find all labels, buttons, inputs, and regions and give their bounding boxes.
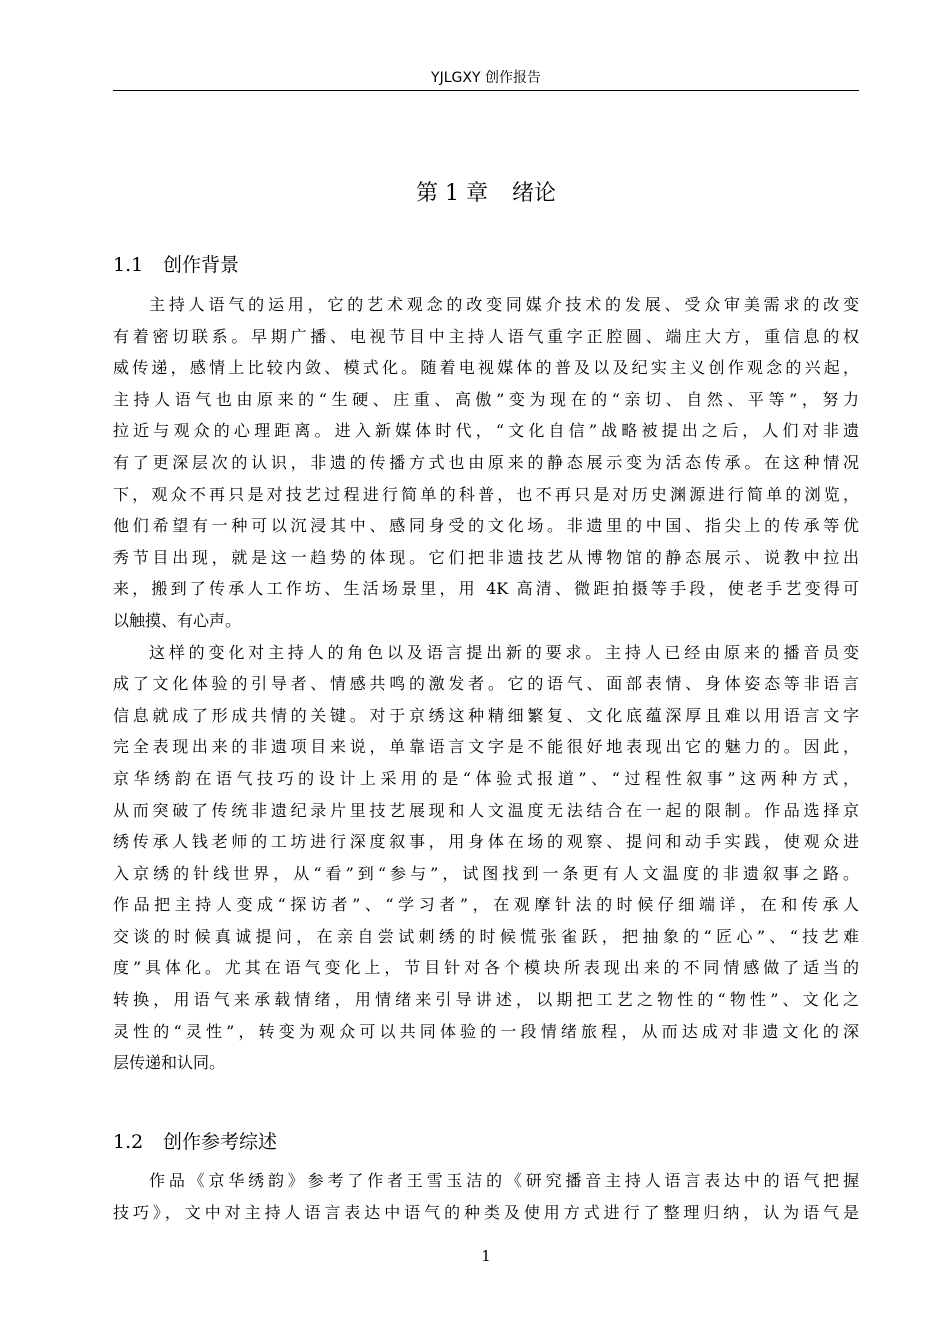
text-line: 层传递和认同。 (113, 1053, 226, 1073)
section-heading-1-1 (113, 251, 859, 279)
text-line: 成了文化体验的引导者、情感共鸣的激发者。它的语气、面部表情、身体姿态等非语言 (113, 674, 859, 694)
text-line: 以触摸、有心声。 (113, 610, 242, 630)
text-line: 有着密切联系。早期广播、电视节目中主持人语气重字正腔圆、端庄大方，重信息的权 (113, 326, 859, 346)
text-line: 技巧》，文中对主持人语言表达中语气的种类及使用方式进行了整理归纳，认为语气是 (113, 1202, 859, 1222)
chapter-number: 第 1 章 (416, 181, 488, 206)
section-1-1-body (113, 289, 859, 1079)
text-line: 来，搬到了传承人工作坊、生活场景里，用 4K 高清、微距拍摄等手段，使老手艺变得可 (113, 579, 859, 599)
text-line: 京华绣韵在语气技巧的设计上采用的是“体验式报道”、“过程性叙事”这两种方式， (113, 768, 859, 788)
section-heading-1-2 (113, 1128, 859, 1156)
text-line: 完全表现出来的非遗项目来说，单靠语言文字是不能很好地表现出它的魅力的。因此， (113, 737, 859, 757)
text-line: 信息就成了形成共情的关键。对于京绣这种精细繁复、文化底蕴深厚且难以用语言文字 (113, 705, 859, 725)
text-line: 威传递，感情上比较内敛、模式化。随着电视媒体的普及以及纪实主义创作观念的兴起， (113, 358, 859, 378)
page-number: 1 (481, 1247, 491, 1265)
text-line: 作品《京华绣韵》参考了作者王雪玉洁的《研究播音主持人语言表达中的语气把握 (149, 1171, 859, 1190)
paragraph (113, 289, 859, 637)
section-number: 1.2 (113, 1131, 144, 1153)
paragraph (113, 637, 859, 1079)
header-rule (113, 90, 859, 91)
text-line: 灵性的“灵性”，转变为观众可以共同体验的一段情绪旅程，从而达成对非遗文化的深 (113, 1021, 859, 1041)
section-title: 创作参考综述 (163, 1131, 278, 1153)
section-title: 创作背景 (163, 254, 240, 276)
text-line: 有了更深层次的认识，非遗的传播方式也由原来的静态展示变为活态传承。在这种情况 (113, 452, 859, 472)
text-line: 他们希望有一种可以沉浸其中、感同身受的文化场。非遗里的中国、指尖上的传承等优 (113, 516, 859, 536)
text-line: 入京绣的针线世界，从“看”到“参与”，试图找到一条更有人文温度的非遗叙事之路。 (113, 863, 859, 883)
text-line: 交谈的时候真诚提问，在亲自尝试刺绣的时候慌张雀跃，把抽象的“匠心”、“技艺难 (113, 926, 859, 946)
text-line: 秀节目出现，就是这一趋势的体现。它们把非遗技艺从博物馆的静态展示、说教中拉出 (113, 547, 859, 567)
text-line: 作品把主持人变成“探访者”、“学习者”，在观摩针法的时候仔细端详，在和传承人 (113, 895, 859, 915)
section-1-2-body (113, 1165, 859, 1228)
running-header: YJLGXY 创作报告 (431, 70, 541, 86)
text-line: 度”具体化。尤其在语气变化上，节目针对各个模块所表现出来的不同情感做了适当的 (113, 958, 859, 978)
text-line: 转换，用语气来承载情绪，用情绪来引导讲述，以期把工艺之物性的“物性”、文化之 (113, 990, 859, 1010)
text-line: 这样的变化对主持人的角色以及语言提出新的要求。主持人已经由原来的播音员变 (149, 642, 859, 662)
section-number: 1.1 (113, 254, 144, 276)
chapter-title (113, 178, 859, 210)
text-line: 主持人语气也由原来的“生硬、庄重、高傲”变为现在的“亲切、自然、平等”，努力 (113, 389, 859, 409)
paragraph (113, 1165, 859, 1228)
text-line: 绣传承人钱老师的工坊进行深度叙事，用身体在场的观察、提问和动手实践，使观众进 (113, 832, 859, 852)
chapter-name: 绪论 (511, 181, 556, 206)
text-line: 拉近与观众的心理距离。进入新媒体时代，“文化自信”战略被提出之后，人们对非遗 (113, 421, 859, 441)
text-line: 下，观众不再只是对技艺过程进行简单的科普，也不再只是对历史渊源进行简单的浏览， (113, 484, 859, 504)
text-line: 从而突破了传统非遗纪录片里技艺展现和人文温度无法结合在一起的限制。作品选择京 (113, 800, 859, 820)
text-line: 主持人语气的运用，它的艺术观念的改变同媒介技术的发展、受众审美需求的改变 (149, 295, 859, 314)
